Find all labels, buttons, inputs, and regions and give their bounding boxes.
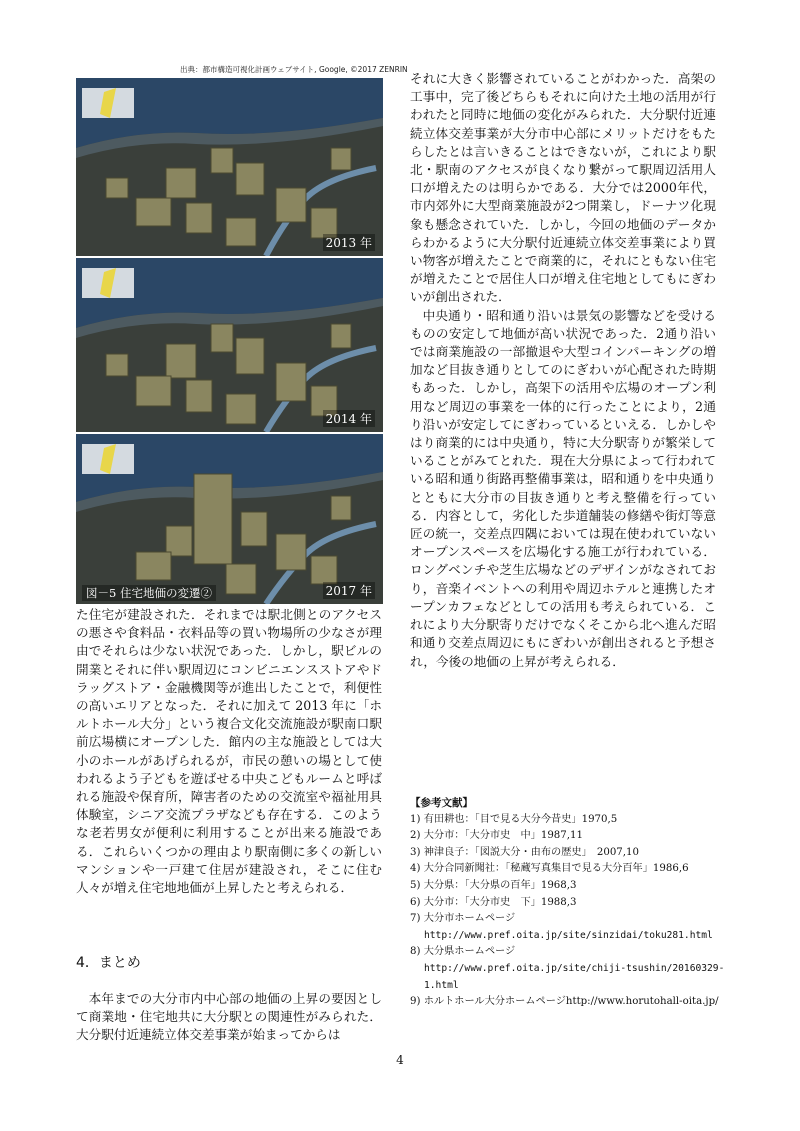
paragraph: 中央通り・昭和通り沿いは景気の影響などを受けるものの安定して地価が高い状況であった．2通り沿いでは商業施設の一部撤退や大型コインパーキングの増加など目抜き通りとしてのにぎわいが心配された時期もあった．しかし，高架下の活用や広場のオープン利用など周辺の事業を一体的に行ったことにより，2通り沿いが安定してにぎわっているといえる．しかしやはり商業的には中央通り，特に大分駅寄りが繁栄していることがみてとれた．現在大分県によって行われている昭和通り街路再整備事業は，昭和通りを中央通りとともに大分市の目抜き通りと考え整備を行っている．内容として，劣化した歩道舗装の修繕や街灯等意匠の統一，交差点四隅においては現在使われていないオープンスペースを広場化する施工が行われている．ロングベンチや芝生広場などのデザインがなされており，音楽イベントへの利用や周辺ホテルと連携したオープンカフェなどとしての活用も考えられている．これにより大分駅寄りだけでなくそこから北へ進んだ昭和通り交差点周辺にもにぎわいが創出されると予想され，今後の地価の上昇が考えられる． (410, 307, 716, 669)
section-heading: 4．まとめ (76, 955, 141, 971)
year-label: 2017 年 (323, 582, 375, 599)
reference-url[interactable]: http://www.pref.oita.jp/site/sinzidai/toku281.html (424, 929, 713, 941)
reference-item: 1) 有田耕也：「目で見る大分今昔史」1970,5 (410, 813, 618, 825)
left-column-text (76, 606, 382, 897)
aerial-map-2014 (76, 258, 383, 432)
aerial-map-image (76, 78, 383, 256)
year-label: 2013 年 (323, 234, 375, 251)
reference-item: 9) ホルトホール大分ホームページhttp://www.horutohall-oita.jp/ (410, 996, 719, 1008)
reference-item: 2) 大分市：「大分市史 中」1987,11 (410, 830, 583, 842)
reference-item: 6) 大分市：「大分市史 下」1988,3 (410, 896, 577, 908)
paragraph: 本年までの大分市内中心部の地価の上昇の要因として商業地・住宅地共に大分駅との関連性がみられた．大分駅付近連続立体交差事業が始まってからは (76, 991, 382, 1043)
reference-url[interactable]: http://www.pref.oita.jp/site/chiji-tsushin/20160329-1.html (424, 962, 725, 991)
reference-item: 4) 大分合同新聞社：「秘蔵写真集目で見る大分百年」1986,6 (410, 863, 689, 875)
paragraph: それに大きく影響されていることがわかった．高架の工事中，完了後どちらもそれに向けた土地の活用が行われたと同時に地価の変化がみられた．大分駅付近連続立体交差事業が大分市中心部にメリットだけをもたらしたとは言いきることはできないが，これにより駅北・駅南のアクセスが良くなり繋がって駅周辺活用人口が増えたのは明らかである．大分では2000年代，市内郊外に大型商業施設が2つ開業し，ドーナツ化現象も懸念されていた．しかし，今回の地価のデータからわかるように大分駅付近連続立体交差事業により買い物客が増えたことで商業的に，それにともない住宅が増えたことで居住人口が増え住宅地としてもにぎわいが創出された． (410, 71, 716, 305)
aerial-map-2013 (76, 78, 383, 256)
aerial-map-2017 (76, 434, 383, 604)
references (410, 795, 730, 1011)
reference-item: 3) 神津良子：「図説大分・由布の歴史」 2007,10 (410, 846, 639, 858)
reference-item: 5) 大分県：「大分県の百年」1968,3 (410, 879, 577, 891)
figure-caption: 図－5 住宅地価の変遷② (82, 585, 216, 601)
reference-item: 7) 大分市ホームページ (410, 913, 516, 925)
page-number: 4 (396, 1053, 404, 1067)
aerial-map-image (76, 434, 383, 604)
figure-credit: 出典：都市構造可視化計画ウェブサイト, Google, ©2017 ZENRIN (180, 65, 408, 74)
year-label: 2014 年 (323, 410, 375, 427)
aerial-map-image (76, 258, 383, 432)
right-column-text (410, 70, 716, 671)
reference-item: 8) 大分県ホームページ (410, 946, 516, 958)
summary-text (76, 990, 382, 1045)
paragraph: た住宅が建設された．それまでは駅北側とのアクセスの悪さや食料品・衣料品等の買い物場所の少なさが理由でそれらは少ない状況であった．しかし，駅ビルの開業とそれに伴い駅周辺にコンビニエンスストアやドラッグストア・金融機関等が進出したことで，利便性の高いエリアとなった．それに加えて 2013 年に「ホルトホール大分」という複合文化交流施設が駅南口駅前広場横にオープンした．館内の主な施設としては大小のホールがあげられるが，市民の憩いの場として使われるよう子どもを遊ばせる中央こどもルームと呼ばれる施設や保育所，障害者のための交流室や福祉用具体験室，シニア交流プラザなども存在する．このような老若男女が便利に利用することが出来る施設である．これらいくつかの理由より駅南側に多くの新しいマンションや一戸建て住居が建設され，そこに住む人々が増え住宅地地価が上昇したと考えられる． (76, 607, 382, 896)
references-heading: 【参考文献】 (410, 797, 473, 809)
